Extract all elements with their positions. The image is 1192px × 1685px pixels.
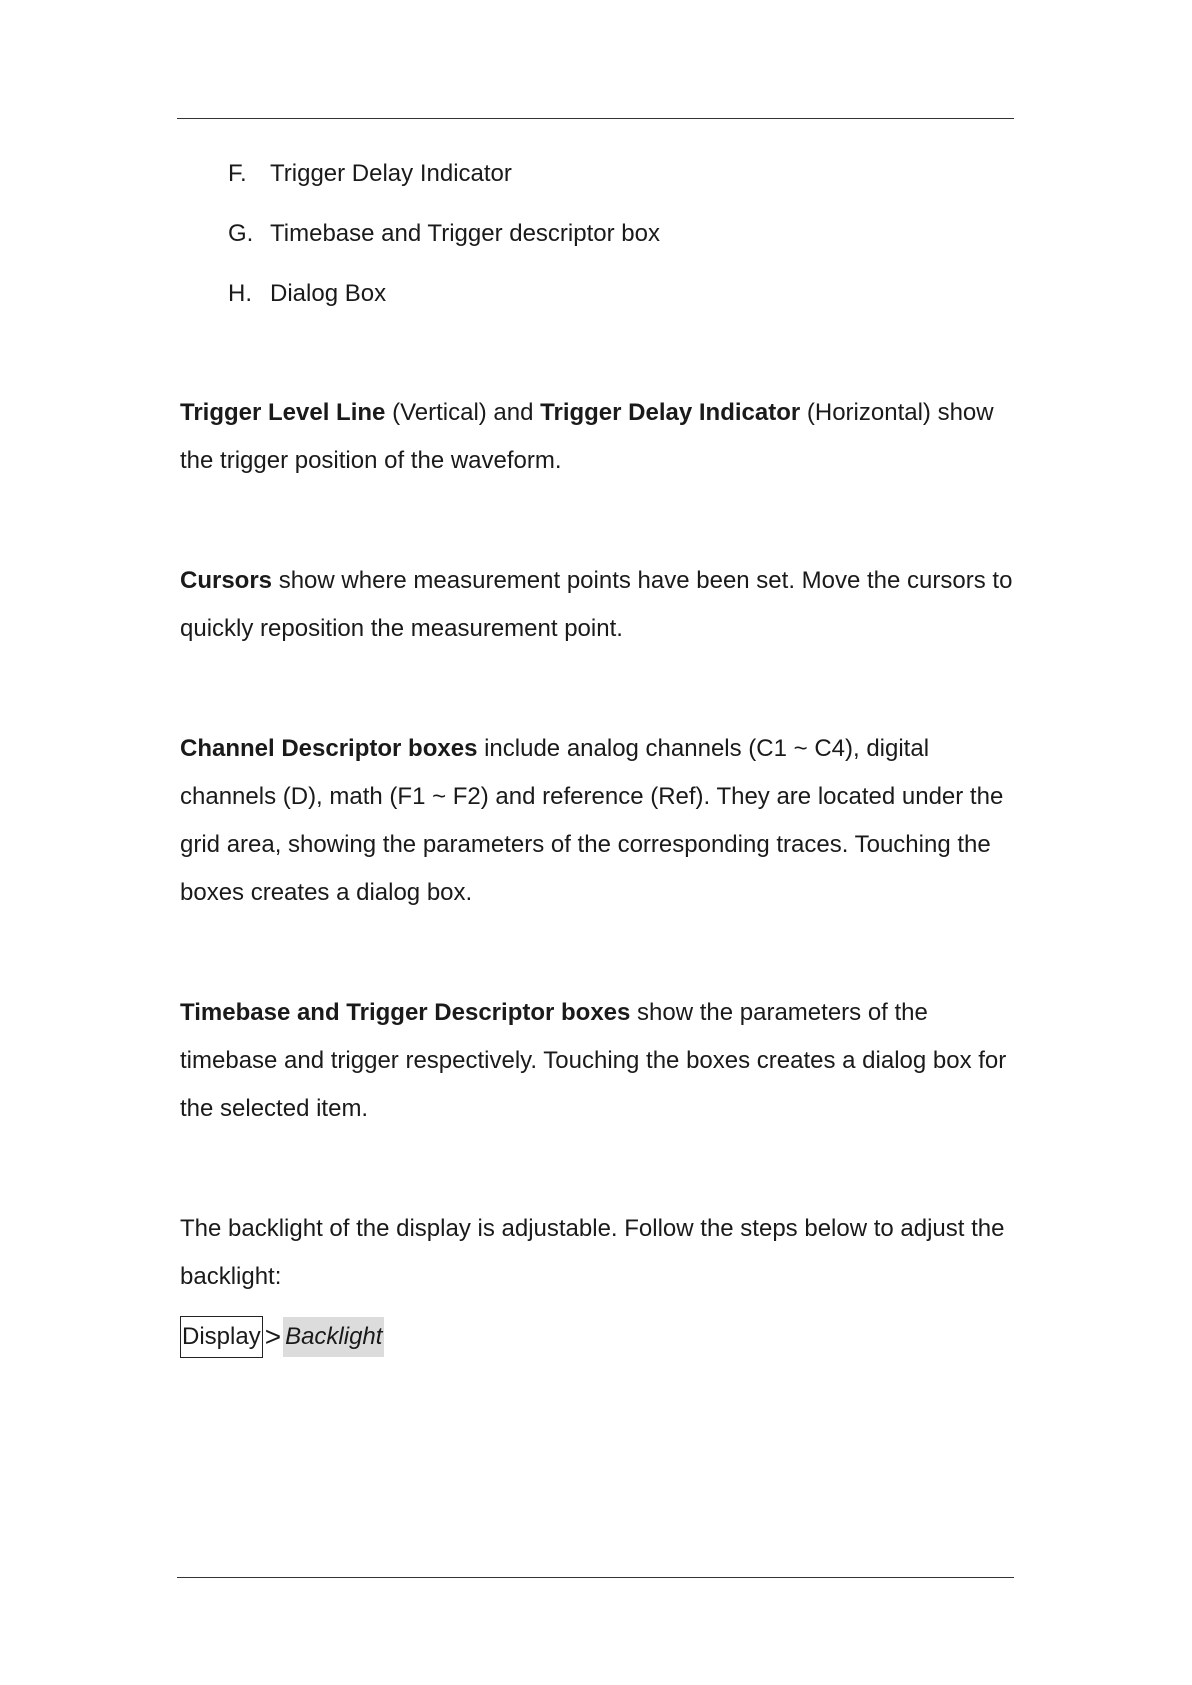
header-rule bbox=[177, 118, 1014, 119]
backlight-paragraph bbox=[180, 1205, 1020, 1301]
backlight-menu-item: Backlight bbox=[283, 1317, 384, 1357]
timebase-descriptor-term: Timebase and Trigger Descriptor boxes bbox=[180, 999, 631, 1026]
channel-paragraph bbox=[180, 725, 1020, 917]
menu-path-separator: > bbox=[264, 1321, 282, 1352]
list-item bbox=[228, 148, 660, 208]
trigger-paragraph bbox=[180, 389, 1020, 485]
channel-paragraph-text: include analog channels (C1 ~ C4), digital channels (D), math (F1 ~ F2) and reference (Ref). They are located under the grid area, showing the parameters of the corresponding traces. Touching the boxes creates a dialog box. bbox=[180, 735, 1004, 906]
list-item-letter: H. bbox=[228, 280, 252, 307]
timebase-paragraph-text: show the parameters of the timebase and trigger respectively. Touching the boxes creates a dialog box for the selected item. bbox=[180, 999, 1007, 1122]
list-item-letter: F. bbox=[228, 160, 247, 187]
list-item bbox=[228, 208, 660, 268]
channel-descriptor-term: Channel Descriptor boxes bbox=[180, 735, 478, 762]
trigger-paragraph-text-2: (Horizontal) show the trigger position of the waveform. bbox=[180, 399, 994, 474]
list-item bbox=[228, 268, 660, 328]
list-item-text: Dialog Box bbox=[270, 280, 387, 307]
cursors-paragraph bbox=[180, 557, 1020, 653]
display-menu-key: Display bbox=[180, 1316, 263, 1358]
cursors-paragraph-text: show where measurement points have been set. Move the cursors to quickly reposition the measurement point. bbox=[180, 567, 1013, 642]
trigger-level-line-term: Trigger Level Line bbox=[180, 399, 386, 426]
list-item-text: Timebase and Trigger descriptor box bbox=[270, 220, 660, 247]
footer-rule bbox=[177, 1577, 1014, 1578]
list-item-text: Trigger Delay Indicator bbox=[270, 160, 512, 187]
component-list bbox=[228, 148, 660, 328]
cursors-term: Cursors bbox=[180, 567, 273, 594]
trigger-paragraph-text-1: (Vertical) and bbox=[385, 399, 541, 426]
backlight-paragraph-text: The backlight of the display is adjustable. Follow the steps below to adjust the backlight: bbox=[180, 1215, 1005, 1290]
trigger-delay-indicator-term: Trigger Delay Indicator bbox=[540, 399, 801, 426]
timebase-paragraph bbox=[180, 989, 1020, 1133]
list-item-letter: G. bbox=[228, 220, 254, 247]
menu-path bbox=[180, 1315, 384, 1359]
